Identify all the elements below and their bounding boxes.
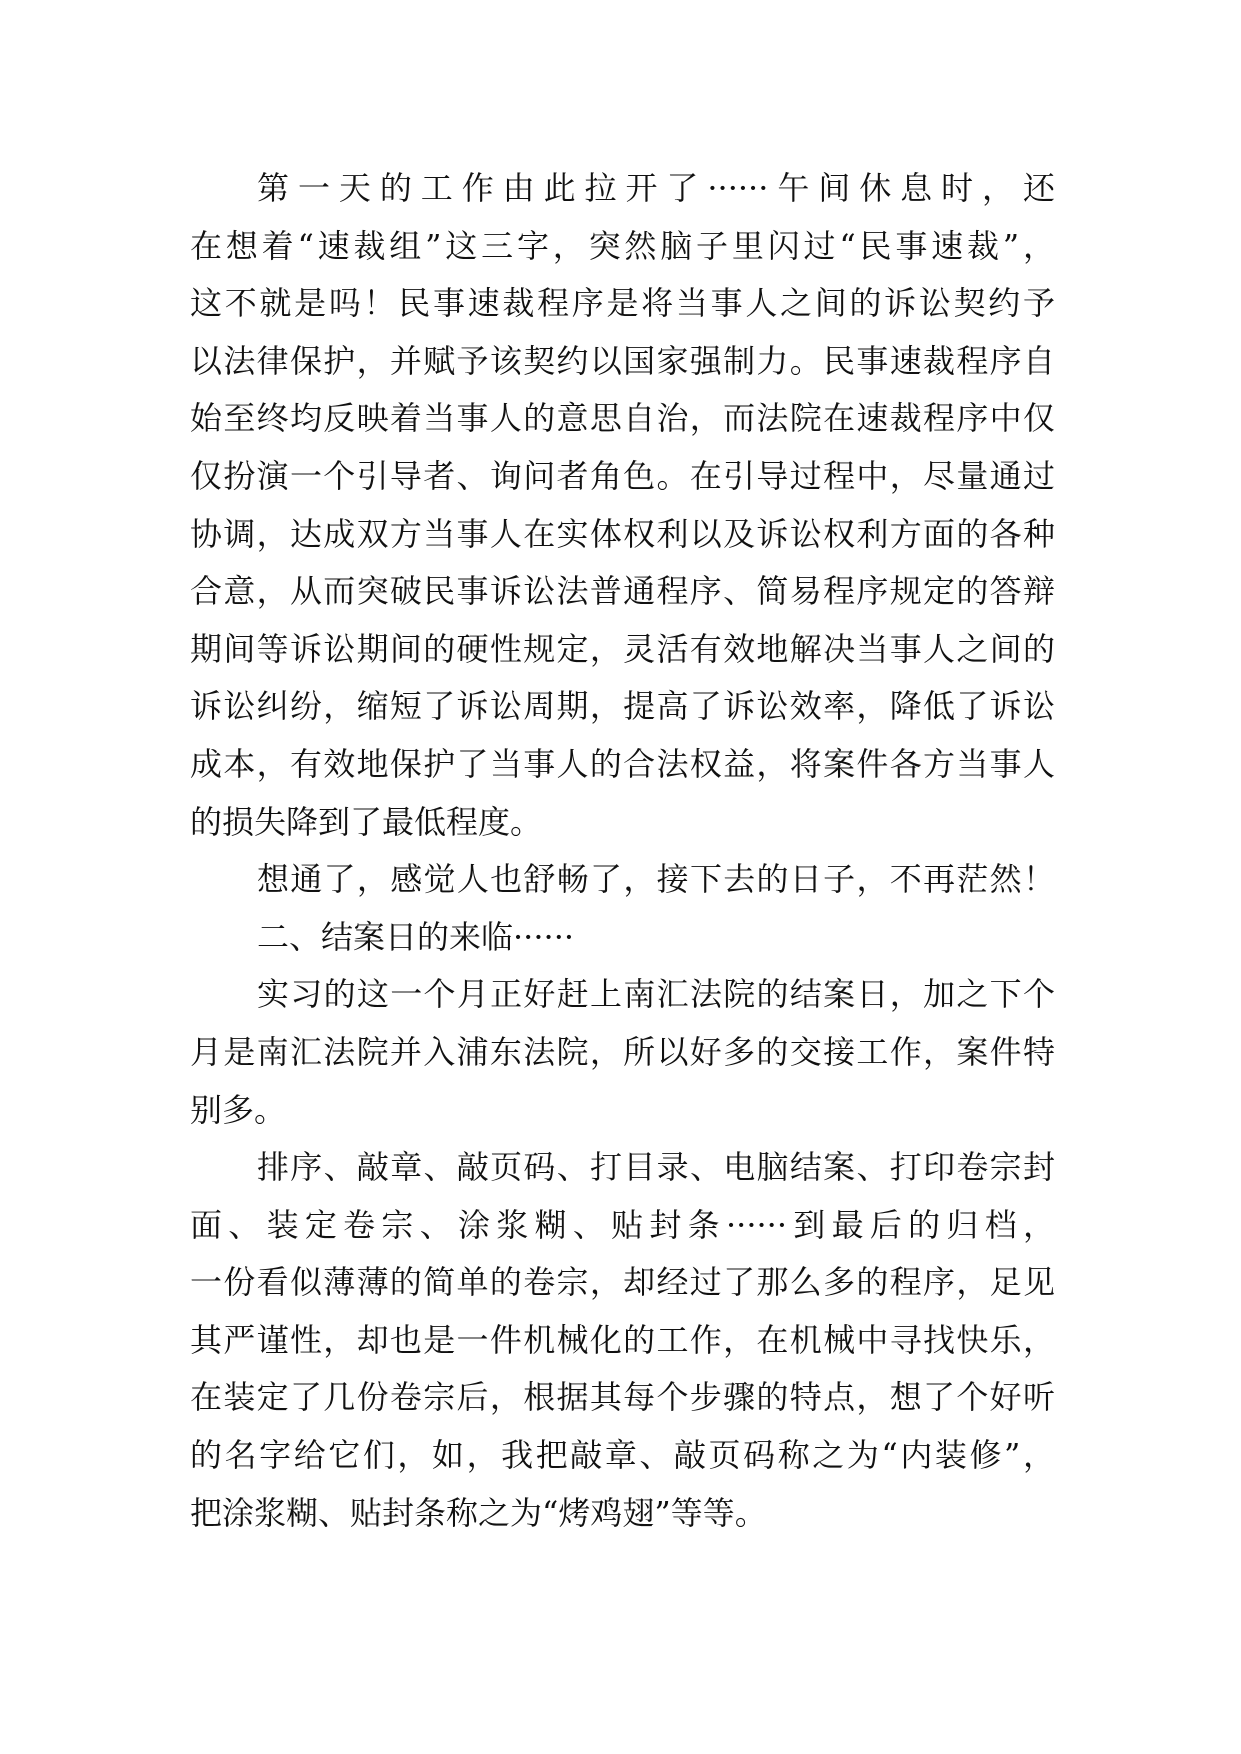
text-line: 期间等诉讼期间的硬性规定，灵活有效地解决当事人之间的 [190,629,1055,668]
text-line: 别多。 [190,1090,287,1129]
text-line: 在想着“速裁组”这三字，突然脑子里闪过“民事速裁”， [190,226,1055,265]
text-line: 想通了，感觉人也舒畅了，接下去的日子，不再茫然！ [257,860,1055,899]
text-line: 这不就是吗！民事速裁程序是将当事人之间的诉讼契约予 [190,284,1055,323]
text-line: 仅扮演一个引导者、询问者角色。在引导过程中，尽量通过 [190,456,1055,495]
text-line: 以法律保护，并赋予该契约以国家强制力。民事速裁程序自 [190,341,1055,380]
text-line: 诉讼纠纷，缩短了诉讼周期，提高了诉讼效率，降低了诉讼 [190,687,1055,726]
text-line: 在装定了几份卷宗后，根据其每个步骤的特点，想了个好听 [190,1378,1055,1417]
section-heading: 二、结案日的来临······ [257,917,575,956]
text-line: 实习的这一个月正好赶上南汇法院的结案日，加之下个 [257,975,1055,1014]
text-line: 协调，达成双方当事人在实体权利以及诉讼权利方面的各种 [190,514,1055,553]
text-line: 的损失降到了最低程度。 [190,802,543,841]
text-line: 把涂浆糊、贴封条称之为“烤鸡翅”等等。 [190,1493,767,1532]
text-line: 成本，有效地保护了当事人的合法权益，将案件各方当事人 [190,744,1055,783]
text-line: 第一天的工作由此拉开了······午间休息时，还 [257,169,1055,207]
text-line: 月是南汇法院并入浦东法院，所以好多的交接工作，案件特 [190,1032,1055,1071]
text-line: 合意，从而突破民事诉讼法普通程序、简易程序规定的答辩 [190,572,1055,611]
text-line: 的名字给它们，如，我把敲章、敲页码称之为“内装修”， [190,1436,1055,1475]
text-line: 一份看似薄薄的简单的卷宗，却经过了那么多的程序，足见 [190,1263,1055,1302]
text-line: 面、装定卷宗、涂浆糊、贴封条······到最后的归档， [190,1205,1055,1244]
text-line: 始至终均反映着当事人的意思自治，而法院在速裁程序中仅 [190,399,1055,438]
text-line: 其严谨性，却也是一件机械化的工作，在机械中寻找快乐， [190,1320,1055,1359]
body-text [190,160,1055,1542]
text-line: 排序、敲章、敲页码、打目录、电脑结案、打印卷宗封 [257,1148,1055,1187]
